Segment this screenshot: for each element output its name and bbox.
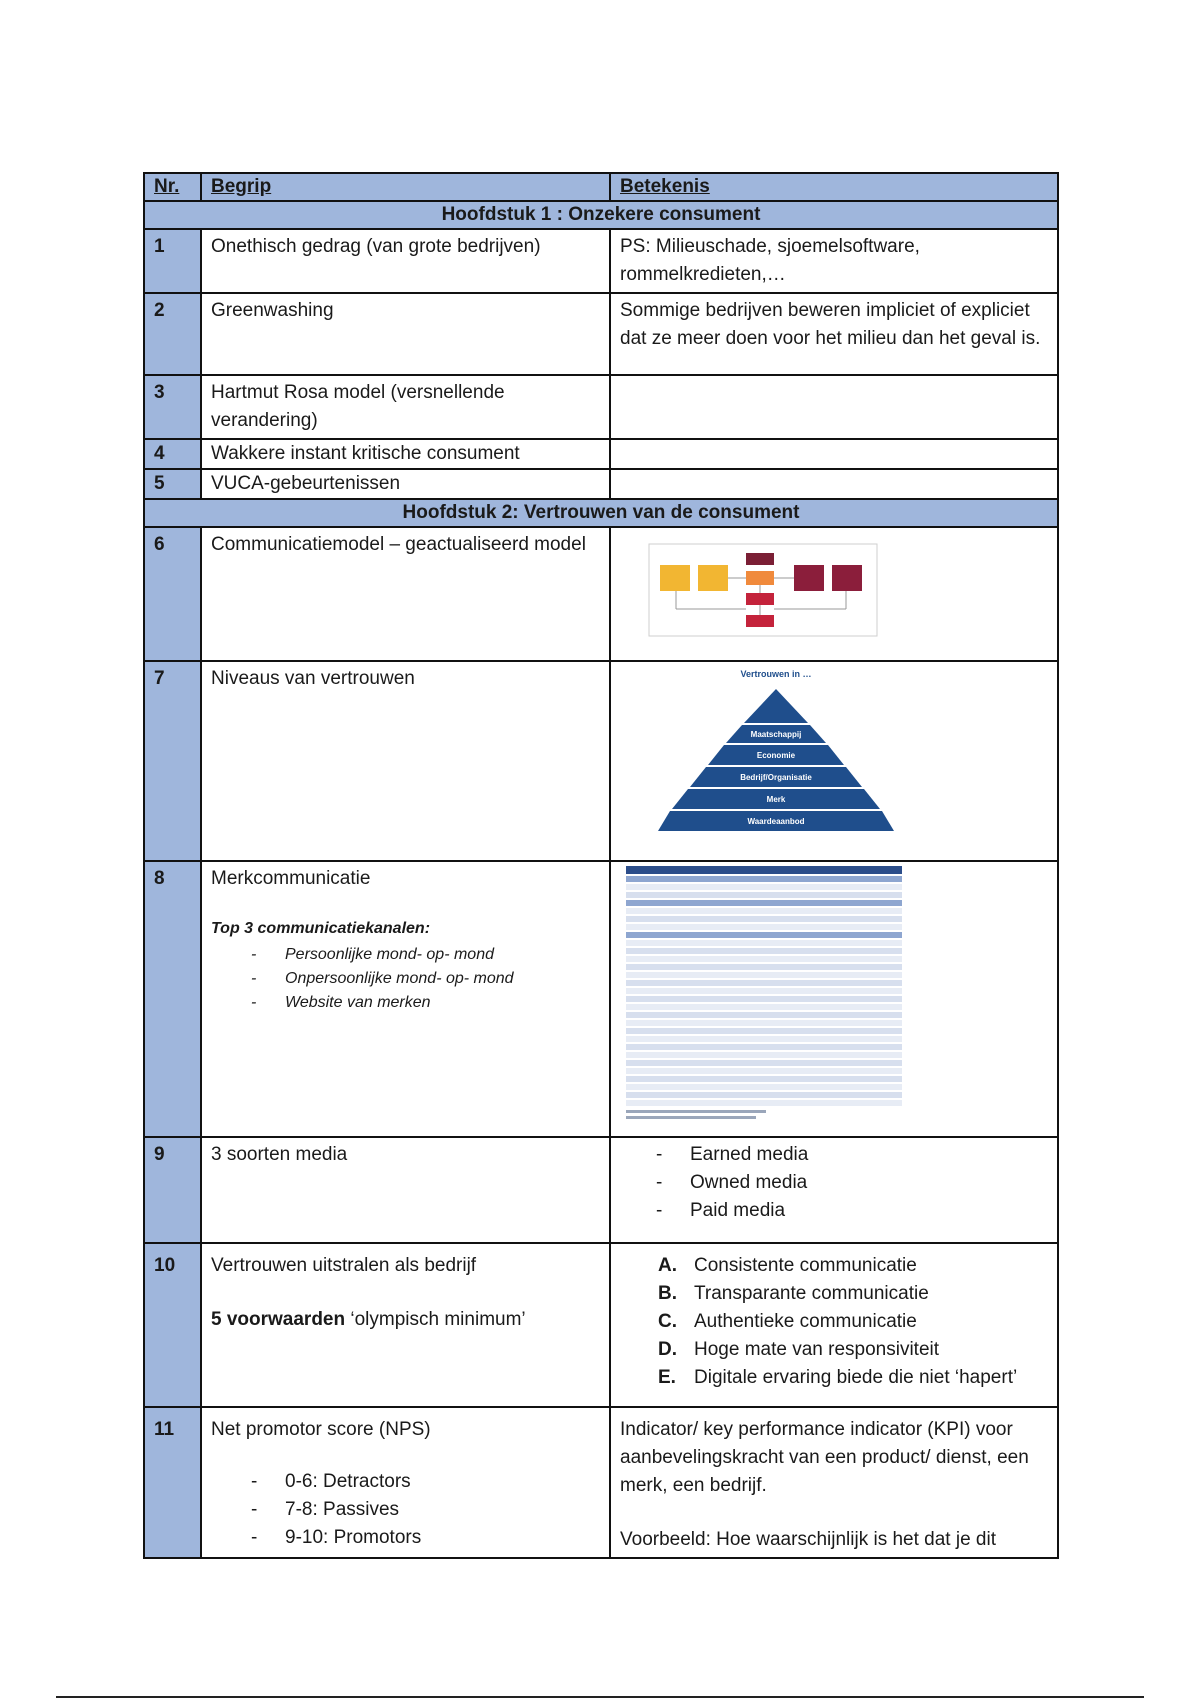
list-item [658, 1308, 1048, 1336]
channels-subtitle: Top 3 communicatiekanalen: [211, 920, 431, 937]
header-nr: Nr. [144, 173, 201, 201]
img-source [626, 1116, 756, 1119]
row-begrip: Onethisch gedrag (van grote bedrijven) [201, 229, 610, 293]
row-number: 11 [144, 1407, 201, 1558]
nps-definition: Indicator/ key performance indicator (KPI) voor aanbevelingskracht van een product/ dienst, een merk, een bedrijf. [620, 1419, 1029, 1496]
table-row [144, 1137, 1058, 1243]
conditions-list [620, 1252, 1048, 1392]
list-item [658, 1252, 1048, 1280]
row-number: 5 [144, 469, 201, 499]
pyramid-label: Economie [756, 751, 796, 760]
img-row [626, 1044, 902, 1050]
row-begrip-title: Net promotor score (NPS) [211, 1419, 431, 1440]
box-feedback [746, 615, 774, 627]
row-begrip-title: Vertrouwen uitstralen als bedrijf [211, 1255, 477, 1276]
img-section [626, 900, 902, 906]
row-begrip: Hartmut Rosa model (versnellende verandering) [201, 375, 610, 439]
img-row [626, 980, 902, 986]
img-row [626, 908, 902, 914]
list-item: - 0-6: Detractors [251, 1468, 600, 1496]
box-channel [746, 571, 774, 585]
pyramid-label: Merk [766, 795, 786, 804]
row-begrip [201, 1243, 610, 1407]
list-item [658, 1364, 1048, 1392]
row-betekenis [610, 469, 1058, 499]
row-begrip [201, 1407, 610, 1558]
pyramid-tip [744, 689, 808, 723]
row-number: 9 [144, 1137, 201, 1243]
table-row [144, 293, 1058, 375]
trust-pyramid [656, 665, 896, 851]
table-row [144, 1407, 1058, 1558]
box-3 [794, 565, 824, 591]
img-row [626, 1092, 902, 1098]
list-item [658, 1336, 1048, 1364]
row-betekenis [610, 527, 1058, 661]
img-row [626, 964, 902, 970]
img-row [626, 1068, 902, 1074]
table-header [144, 173, 1058, 201]
row-betekenis [610, 1243, 1058, 1407]
row-begrip [201, 861, 610, 1137]
row-number: 1 [144, 229, 201, 293]
table-row [144, 375, 1058, 439]
img-row [626, 940, 902, 946]
list-item: - 9-10: Promotors [251, 1524, 600, 1552]
row-number: 6 [144, 527, 201, 661]
row-number: 4 [144, 439, 201, 469]
glossary-table [143, 172, 1059, 1559]
row-betekenis [610, 1137, 1058, 1243]
communication-model-diagram [648, 543, 878, 639]
list-item: - Earned media [656, 1141, 1048, 1169]
pyramid-label: Waardeaanbod [747, 817, 805, 826]
media-list [620, 1141, 1048, 1225]
table-row [144, 527, 1058, 661]
row-begrip: Niveaus van vertrouwen [201, 661, 610, 861]
pyramid-label: Bedrijf/Organisatie [740, 773, 812, 782]
img-row [626, 948, 902, 954]
chapter-row [144, 499, 1058, 527]
list-letter: B. [658, 1283, 677, 1304]
chapter-title: Hoofdstuk 1 : Onzekere consument [144, 201, 1058, 229]
row-number: 10 [144, 1243, 201, 1407]
img-row [626, 1020, 902, 1026]
img-row [626, 1036, 902, 1042]
row-betekenis [610, 439, 1058, 469]
box-sender [746, 553, 774, 565]
row-begrip: 3 soorten media [201, 1137, 610, 1243]
img-source [626, 1110, 766, 1113]
row-begrip: Communicatiemodel – geactualiseerd model [201, 527, 610, 661]
row-number: 3 [144, 375, 201, 439]
table-row [144, 1243, 1058, 1407]
row-begrip-title: Merkcommunicatie [211, 868, 371, 889]
img-row [626, 892, 902, 898]
row-betekenis: PS: Milieuschade, sjoemelsoftware, rommelkredieten,… [610, 229, 1058, 293]
img-row [626, 924, 902, 930]
table-row [144, 439, 1058, 469]
nps-list [211, 1468, 600, 1552]
list-item: - Onpersoonlijke mond- op- mond [251, 967, 600, 991]
img-header [626, 866, 902, 874]
box-2 [698, 565, 728, 591]
box-1 [660, 565, 690, 591]
img-section [626, 932, 902, 938]
page-footer-line [56, 1696, 1144, 1698]
chapter-row [144, 201, 1058, 229]
img-row [626, 972, 902, 978]
list-text: Authentieke communicatie [694, 1311, 917, 1332]
conditions-note-rest: ‘olympisch minimum’ [345, 1309, 526, 1330]
box-noise [746, 593, 774, 605]
img-row [626, 956, 902, 962]
conditions-note [211, 1306, 600, 1334]
img-row [626, 1084, 902, 1090]
list-letter: E. [658, 1367, 676, 1388]
list-letter: D. [658, 1339, 677, 1360]
row-betekenis [610, 1407, 1058, 1558]
img-row [626, 884, 902, 890]
box-4 [832, 565, 862, 591]
row-begrip: VUCA-gebeurtenissen [201, 469, 610, 499]
img-row [626, 988, 902, 994]
list-item: - Paid media [656, 1197, 1048, 1225]
row-betekenis [610, 375, 1058, 439]
list-item: - 7-8: Passives [251, 1496, 600, 1524]
table-row [144, 229, 1058, 293]
list-text: Hoge mate van responsiviteit [694, 1339, 940, 1360]
row-betekenis: Sommige bedrijven beweren impliciet of expliciet dat ze meer doen voor het milieu dan het geval is. [610, 293, 1058, 375]
chapter-title: Hoofdstuk 2: Vertrouwen van de consument [144, 499, 1058, 527]
header-betekenis: Betekenis [610, 173, 1058, 201]
list-item: - Website van merken [251, 991, 600, 1015]
table-row [144, 469, 1058, 499]
table-row [144, 661, 1058, 861]
row-betekenis [610, 861, 1058, 1137]
img-row [626, 1052, 902, 1058]
img-section [626, 876, 902, 882]
img-row [626, 996, 902, 1002]
row-begrip: Greenwashing [201, 293, 610, 375]
row-betekenis [610, 661, 1058, 861]
list-item: - Persoonlijke mond- op- mond [251, 943, 600, 967]
list-text: Transparante communicatie [694, 1283, 929, 1304]
img-row [626, 1028, 902, 1034]
pyramid-label: Maatschappij [750, 730, 802, 739]
table-row [144, 861, 1058, 1137]
pyramid-title: Vertrouwen in … [740, 669, 812, 679]
img-row [626, 1004, 902, 1010]
img-row [626, 1076, 902, 1082]
header-begrip: Begrip [201, 173, 610, 201]
img-row [626, 1060, 902, 1066]
list-item [658, 1280, 1048, 1308]
img-row [626, 1012, 902, 1018]
row-number: 7 [144, 661, 201, 861]
list-letter: A. [658, 1255, 677, 1276]
list-text: Consistente communicatie [694, 1255, 917, 1276]
channels-ranking-table-image [626, 866, 902, 1128]
nps-example: Voorbeeld: Hoe waarschijnlijk is het dat je dit [620, 1529, 996, 1550]
list-letter: C. [658, 1311, 677, 1332]
row-begrip: Wakkere instant kritische consument [201, 439, 610, 469]
list-item: - Owned media [656, 1169, 1048, 1197]
img-row [626, 916, 902, 922]
channels-list [211, 943, 600, 1015]
row-number: 2 [144, 293, 201, 375]
row-number: 8 [144, 861, 201, 1137]
img-row [626, 1100, 902, 1106]
list-text: Digitale ervaring biede die niet ‘hapert’ [694, 1367, 1018, 1388]
conditions-note-bold: 5 voorwaarden [211, 1309, 346, 1330]
